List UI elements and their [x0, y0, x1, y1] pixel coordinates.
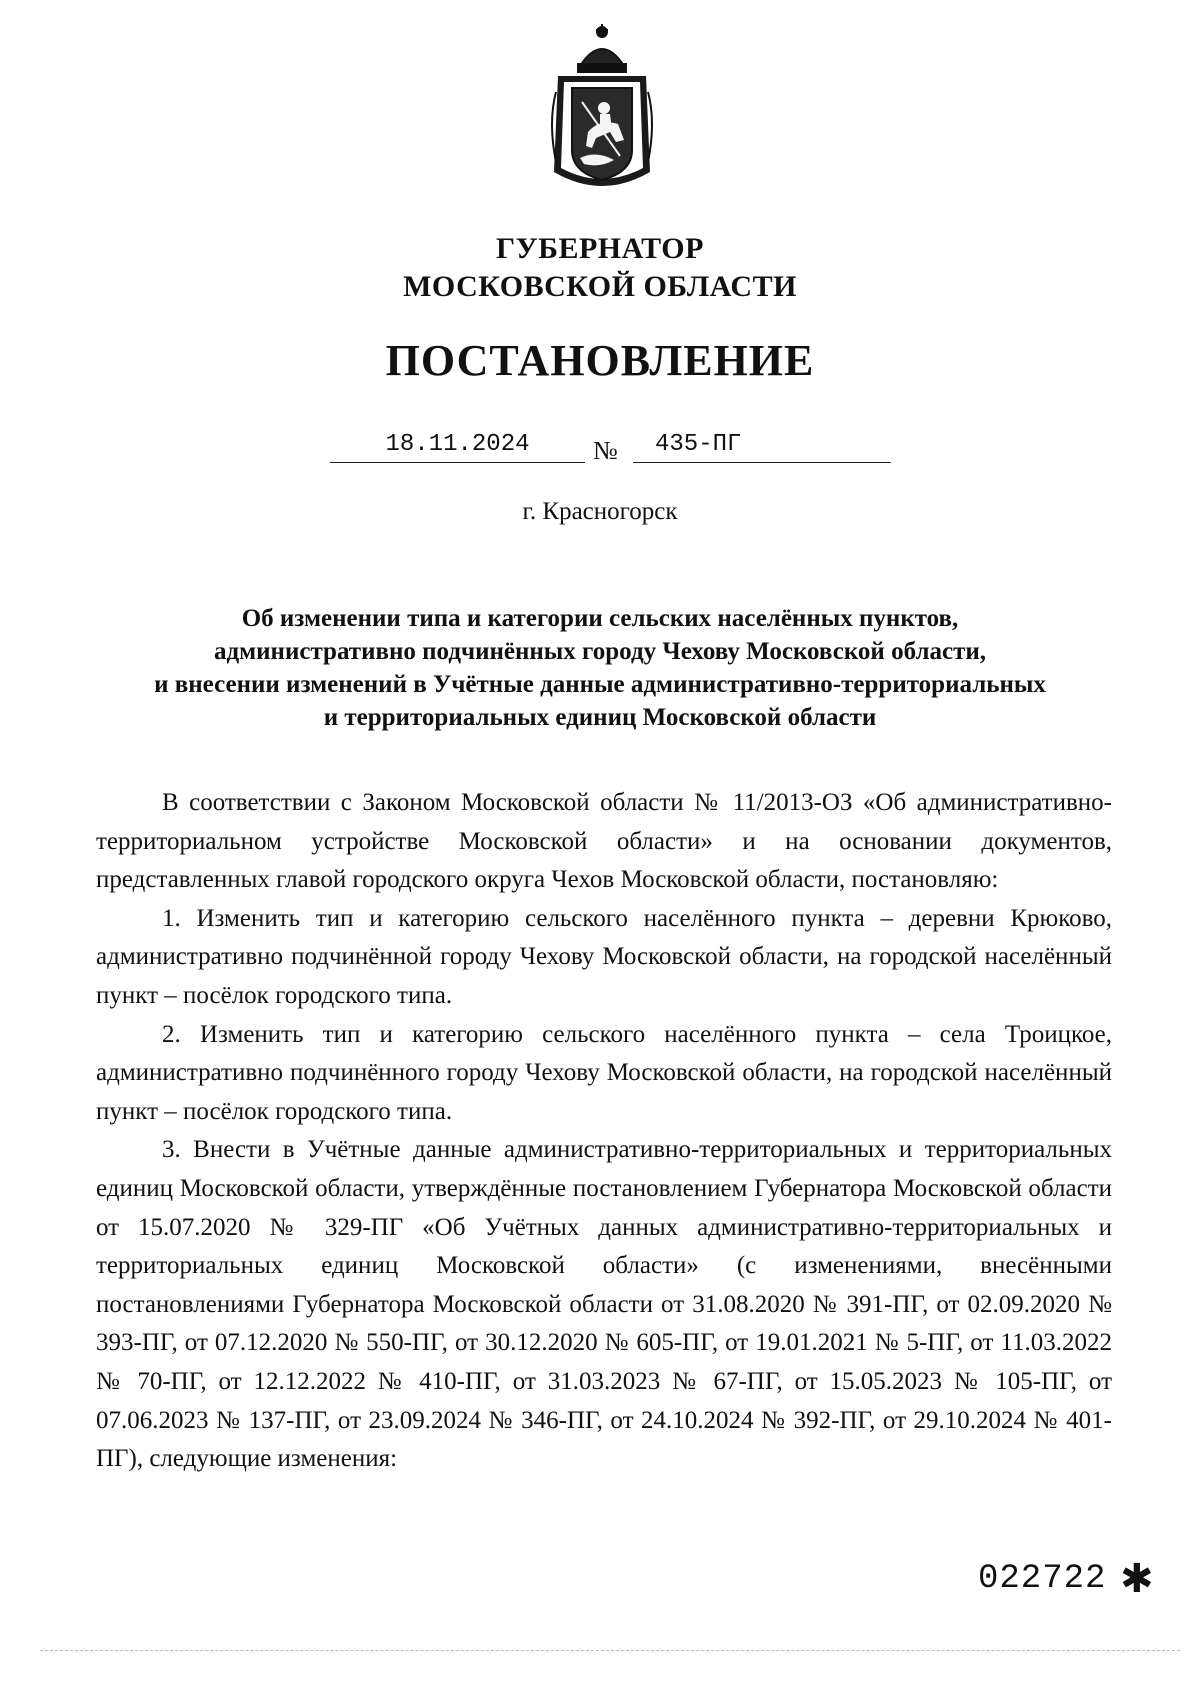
document-type-title: ПОСТАНОВЛЕНИЕ: [385, 336, 815, 385]
item-3-paragraph: 3. Внести в Учётные данные административно-территориальных и территориальных единиц Московской области, утверждённые постановлением Губернатора Московской области от 15.07.2020 № 329-ПГ «Об Учётных данных административно-территориальных и территориальных единиц Московской области» (с изменениями, внесёнными постановлениями Губернатора Московской области от 31.08.2020 № 391-ПГ, от 02.09.2020 № 393-ПГ, от 07.12.2020 № 550-ПГ, от 30.12.2020 № 605-ПГ, от 19.01.2021 № 5-ПГ, от 11.03.2022 № 70-ПГ, от 12.12.2022 № 410-ПГ, от 31.03.2023 № 67-ПГ, от 15.05.2023 № 105-ПГ, от 07.06.2023 № 137-ПГ, от 23.09.2024 № 346-ПГ, от 24.10.2024 № 392-ПГ, от 29.10.2024 № 401-ПГ), следующие изменения:: [96, 1136, 1112, 1473]
preamble-paragraph: В соответствии с Законом Московской области № 11/2013-ОЗ «Об административно-территориальном устройстве Московской области» и на основании документов, представленных главой городского округа Чехов Московской области, постановляю:: [96, 789, 1112, 894]
subject-line: и территориальных единиц Московской области: [323, 704, 877, 731]
item-1-paragraph: 1. Изменить тип и категорию сельского населённого пункта – деревни Крюково, административно подчинённой городу Чехову Московской области, на городской населённый пункт – посёлок городского типа.: [96, 904, 1112, 1009]
document-date: 18.11.2024: [330, 430, 585, 463]
subject-line: административно подчинённых городу Чехову Московской области,: [213, 638, 987, 665]
subject-line: и внесении изменений в Учётные данные административно-территориальных: [154, 671, 1046, 698]
document-subject: [100, 602, 1100, 734]
issuer-title-line2: МОСКОВСКОЙ ОБЛАСТИ: [403, 270, 797, 303]
item-2-paragraph: 2. Изменить тип и категорию сельского населённого пункта – села Троицкое, административно подчинённого городу Чехову Московской области, на городской населённый пункт – посёлок городского типа.: [96, 1020, 1112, 1125]
document-body: [96, 784, 1112, 1479]
issue-city: г. Красногорск: [522, 498, 678, 525]
form-serial-number: 022722: [978, 1560, 1107, 1598]
subject-line: Об изменении типа и категории сельских населённых пунктов,: [241, 605, 959, 632]
document-number: 435-ПГ: [633, 430, 891, 463]
scan-edge-divider: [40, 1650, 1180, 1651]
registration-line: [0, 430, 1200, 470]
coat-of-arms-icon: [540, 22, 664, 194]
number-sign: №: [593, 436, 618, 465]
issuer-title-line1: ГУБЕРНАТОР: [496, 232, 704, 265]
asterisk-mark-icon: ✱: [1120, 1556, 1154, 1602]
